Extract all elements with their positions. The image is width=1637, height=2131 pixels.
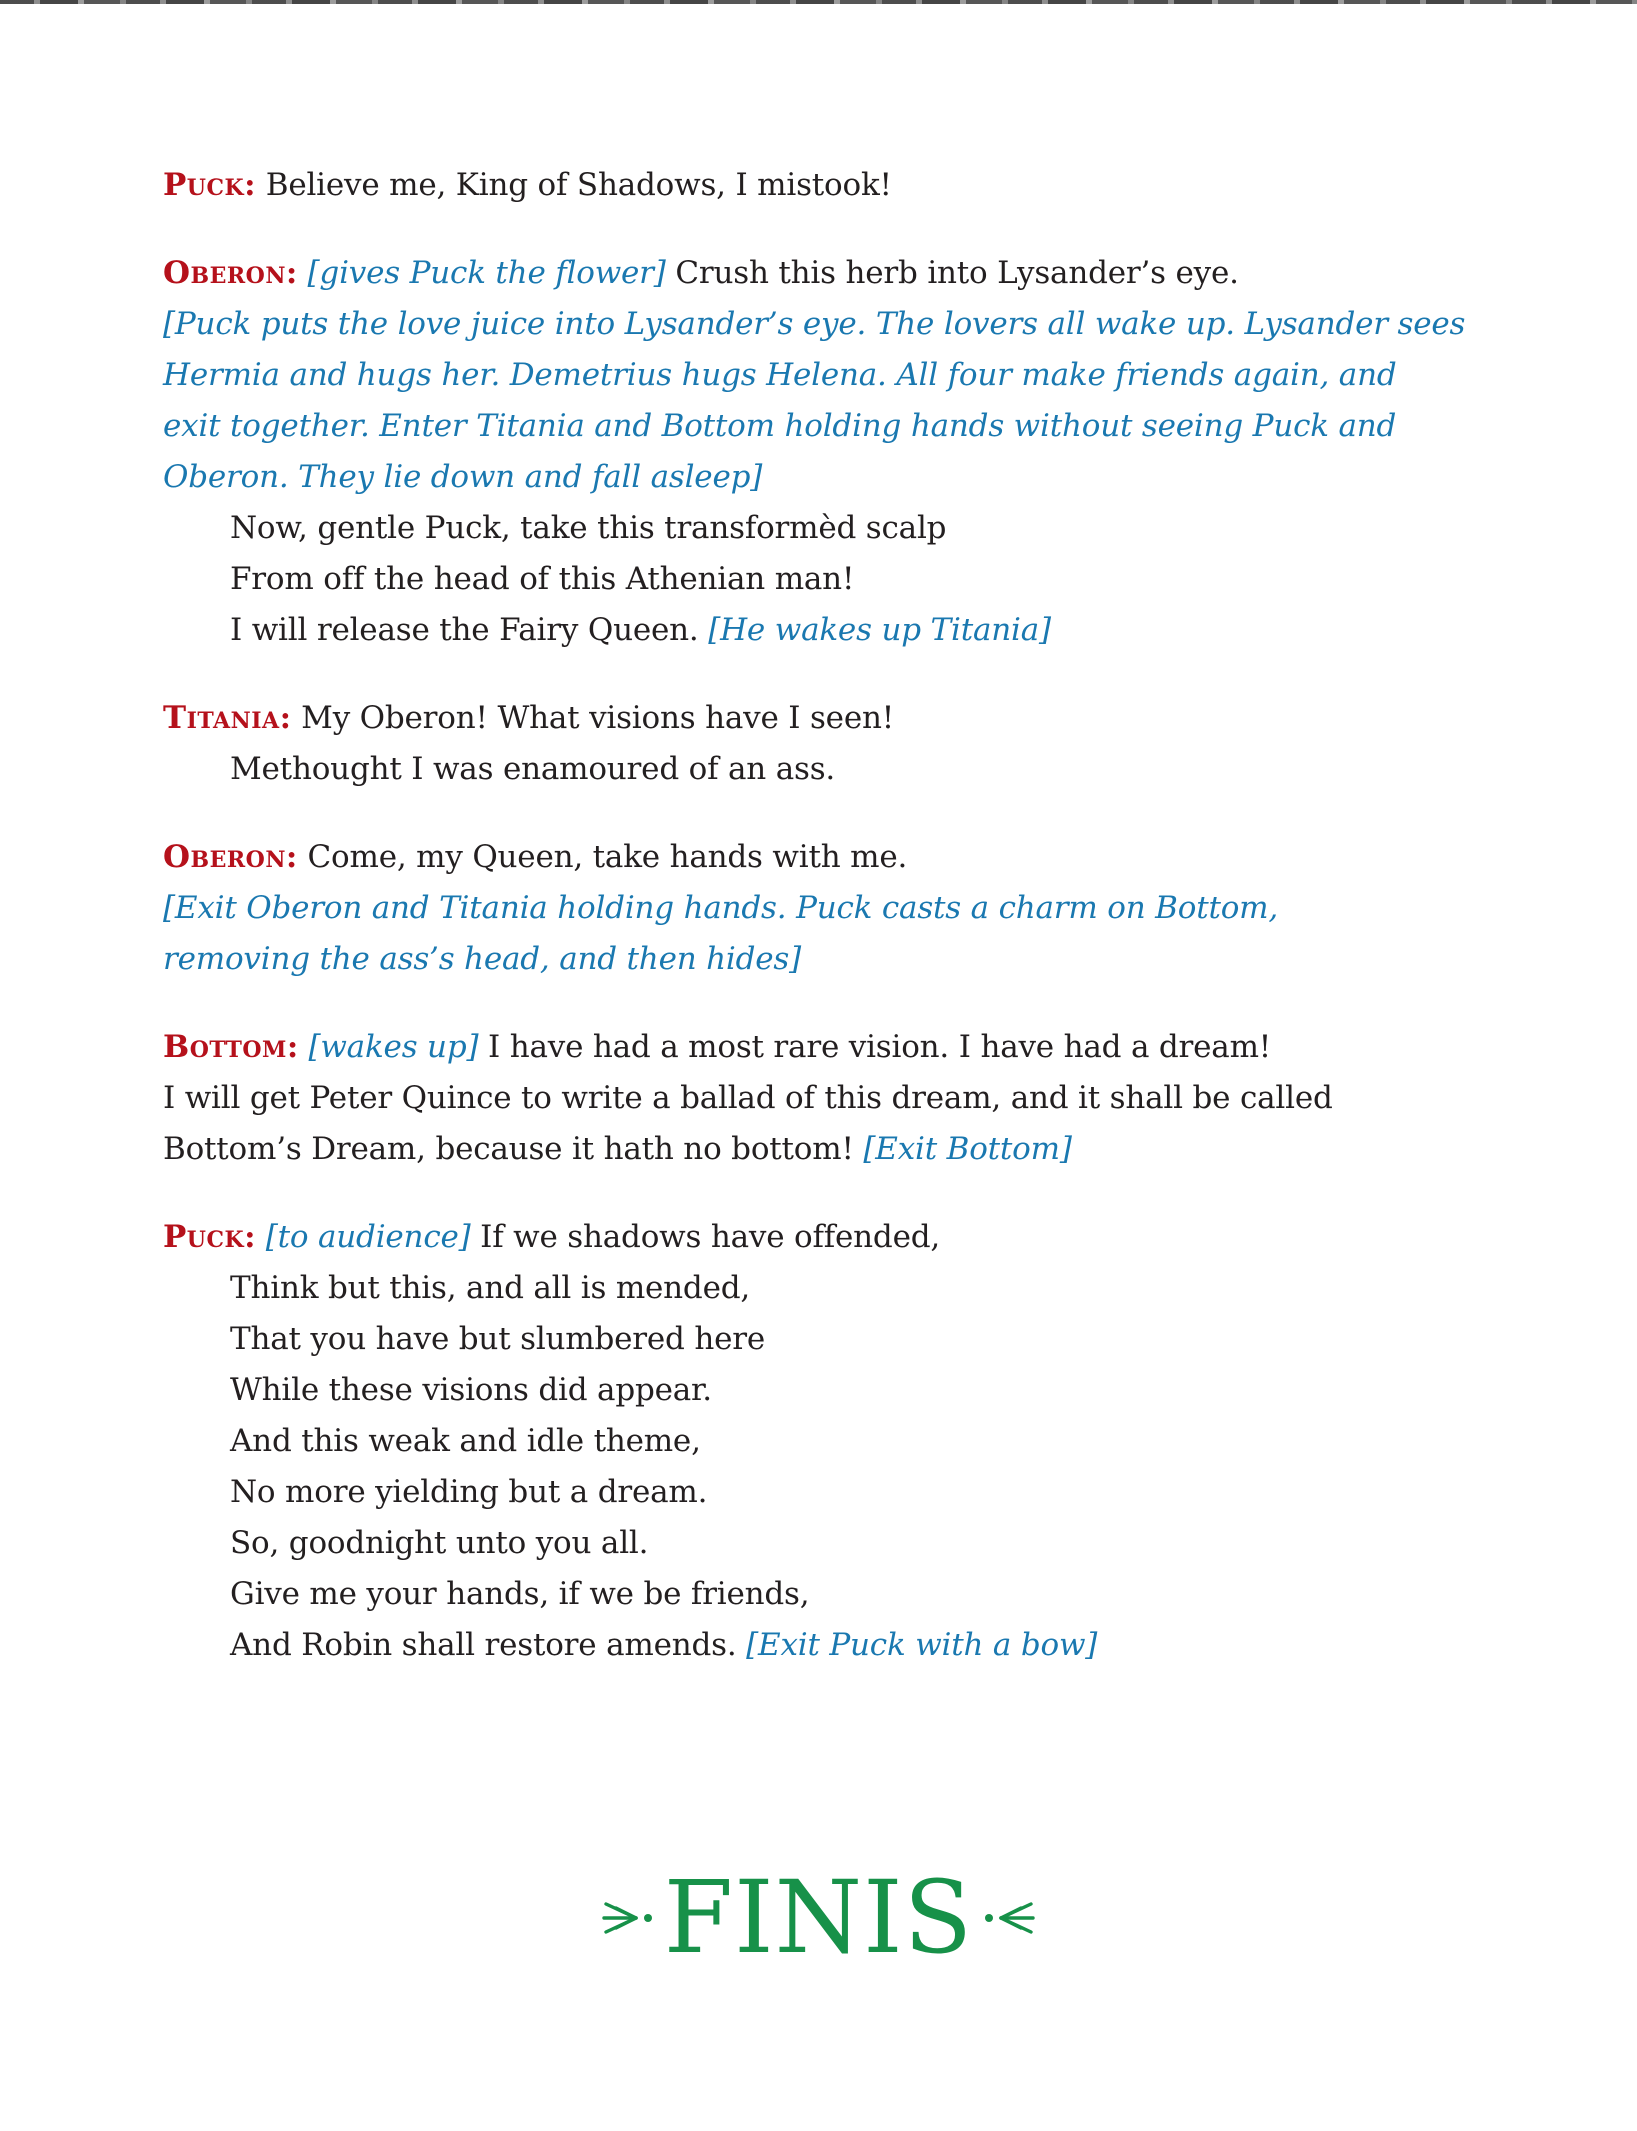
script-line bbox=[163, 744, 1483, 795]
script-line bbox=[163, 1124, 1483, 1175]
dialogue-text: Methought I was enamoured of an ass. bbox=[230, 751, 836, 787]
script-line bbox=[163, 248, 1483, 299]
script-line bbox=[163, 350, 1483, 401]
speaker-label: Oberon: bbox=[163, 255, 298, 291]
stage-direction: [gives Puck the flower] bbox=[297, 255, 666, 291]
speaker-label: Puck: bbox=[163, 1219, 257, 1255]
finis-fleuron-left-icon bbox=[602, 1898, 654, 1938]
dialogue-text: While these visions did appear. bbox=[230, 1372, 712, 1408]
script-line bbox=[163, 1314, 1483, 1365]
script-line bbox=[163, 1022, 1483, 1073]
dialogue-text: Give me your hands, if we be friends, bbox=[230, 1576, 810, 1612]
dialogue-text: My Oberon! What visions have I seen! bbox=[291, 700, 894, 736]
stage-direction: [He wakes up Titania] bbox=[708, 612, 1051, 648]
stage-direction: Hermia and hugs her. Demetrius hugs Helena. All four make friends again, and bbox=[163, 357, 1397, 393]
dialogue-text: Think but this, and all is mended, bbox=[230, 1270, 751, 1306]
speaker-label: Titania: bbox=[163, 700, 292, 736]
script-paragraph bbox=[163, 248, 1483, 656]
script-line bbox=[163, 160, 1483, 211]
stage-direction: [wakes up] bbox=[298, 1029, 479, 1065]
dialogue-text: I will get Peter Quince to write a ballad of this dream, and it shall be called bbox=[163, 1080, 1333, 1116]
dialogue-text: I have had a most rare vision. I have had a dream! bbox=[478, 1029, 1272, 1065]
dialogue-text: And this weak and idle theme, bbox=[230, 1423, 701, 1459]
script-paragraph bbox=[163, 1212, 1483, 1671]
script-line bbox=[163, 1569, 1483, 1620]
dialogue-text: Bottom’s Dream, because it hath no bottom! bbox=[163, 1131, 864, 1167]
script-line bbox=[163, 1365, 1483, 1416]
script-paragraph bbox=[163, 693, 1483, 795]
stage-direction: [Exit Puck with a bow] bbox=[746, 1627, 1098, 1663]
dialogue-text: And Robin shall restore amends. bbox=[230, 1627, 747, 1663]
finis-label: FINIS bbox=[663, 1859, 974, 1976]
speaker-label: Puck: bbox=[163, 167, 257, 203]
script-body bbox=[163, 160, 1483, 1671]
stage-direction: Oberon. They lie down and fall asleep] bbox=[163, 459, 763, 495]
script-line bbox=[163, 299, 1483, 350]
script-line bbox=[163, 503, 1483, 554]
script-line bbox=[163, 401, 1483, 452]
dialogue-text: If we shadows have offended, bbox=[470, 1219, 941, 1255]
dialogue-text: Believe me, King of Shadows, I mistook! bbox=[256, 167, 892, 203]
dialogue-text: I will release the Fairy Queen. bbox=[230, 612, 709, 648]
dialogue-text: So, goodnight unto you all. bbox=[230, 1525, 649, 1561]
finis-fleuron-right-icon bbox=[983, 1898, 1035, 1938]
script-line bbox=[163, 1467, 1483, 1518]
stage-direction: [Puck puts the love juice into Lysander’s eye. The lovers all wake up. Lysander sees bbox=[163, 306, 1466, 342]
stage-direction: [Exit Oberon and Titania holding hands. Puck casts a charm on Bottom, bbox=[163, 890, 1279, 926]
script-line bbox=[163, 1518, 1483, 1569]
script-line bbox=[163, 605, 1483, 656]
script-line bbox=[163, 934, 1483, 985]
script-line bbox=[163, 883, 1483, 934]
dialogue-text: That you have but slumbered here bbox=[230, 1321, 766, 1357]
speaker-label: Bottom: bbox=[163, 1029, 299, 1065]
script-line bbox=[163, 832, 1483, 883]
script-line bbox=[163, 1263, 1483, 1314]
script-line bbox=[163, 1073, 1483, 1124]
dialogue-text: Now, gentle Puck, take this transformèd scalp bbox=[230, 510, 947, 546]
stage-direction: [Exit Bottom] bbox=[863, 1131, 1072, 1167]
dialogue-text: Come, my Queen, take hands with me. bbox=[297, 839, 908, 875]
stage-direction: removing the ass’s head, and then hides] bbox=[163, 941, 802, 977]
stage-direction: [to audience] bbox=[256, 1219, 471, 1255]
dialogue-text: Crush this herb into Lysander’s eye. bbox=[665, 255, 1239, 291]
dialogue-text: No more yielding but a dream. bbox=[230, 1474, 708, 1510]
script-line bbox=[163, 693, 1483, 744]
script-line bbox=[163, 1620, 1483, 1671]
page-torn-top-edge bbox=[0, 0, 1637, 4]
script-paragraph bbox=[163, 832, 1483, 985]
speaker-label: Oberon: bbox=[163, 839, 298, 875]
script-line bbox=[163, 554, 1483, 605]
script-line bbox=[163, 1416, 1483, 1467]
script-paragraph bbox=[163, 1022, 1483, 1175]
dialogue-text: From off the head of this Athenian man! bbox=[230, 561, 855, 597]
script-paragraph bbox=[163, 160, 1483, 211]
finis-block bbox=[0, 1859, 1637, 1976]
stage-direction: exit together. Enter Titania and Bottom holding hands without seeing Puck and bbox=[163, 408, 1397, 444]
script-line bbox=[163, 1212, 1483, 1263]
script-line bbox=[163, 452, 1483, 503]
